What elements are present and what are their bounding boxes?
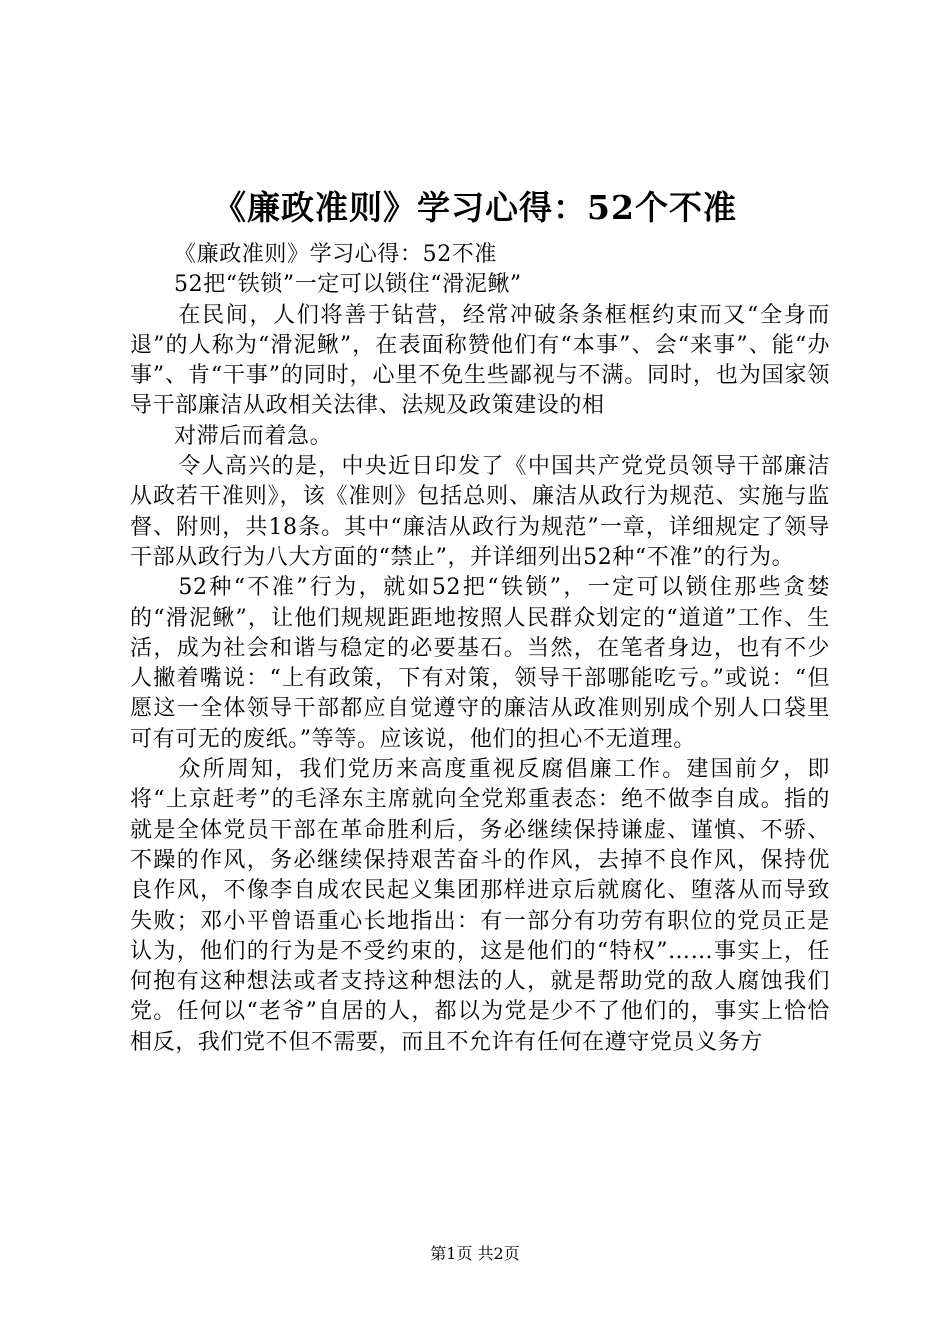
- document-body: [130, 240, 830, 1058]
- paragraph: 52种“不准”行为，就如52把“铁锁”，一定可以锁住那些贪婪的“滑泥鳅”，让他们规规距距地按照人民群众划定的“道道”工作、生活，成为社会和谐与稳定的必要基石。当然，在笔者身边，也有不少人撇着嘴说：“上有政策，下有对策，领导干部哪能吃亏。”或说：“但愿这一全体领导干部都应自觉遵守的廉洁从政准则别成个别人口袋里可有可无的废纸。”等等。应该说，他们的担心不无道理。: [130, 575, 830, 752]
- document-title: 《廉政准则》学习心得：52个不准: [213, 188, 737, 227]
- paragraph: 在民间，人们将善于钻营，经常冲破条条框框约束而又“全身而退”的人称为“滑泥鳅”，在表面称赞他们有“本事”、会“来事”、能“办事”、肯“干事”的同时，心里不免生些鄙视与不满。同时，也为国家领导干部廉洁从政相关法律、法规及政策建设的相: [130, 302, 830, 419]
- heading-line: 52把“铁锁”一定可以锁住“滑泥鳅”: [174, 272, 522, 298]
- paragraph: 令人高兴的是，中央近日印发了《中国共产党党员领导干部廉洁从政若干准则》，该《准则》包括总则、廉洁从政行为规范、实施与监督、附则，共18条。其中“廉洁从政行为规范”一章，详细规定了领导干部从政行为八大方面的“禁止”，并详细列出52种“不准”的行为。: [130, 454, 830, 570]
- paragraph: 对滞后而着急。: [174, 423, 333, 449]
- page-number-footer: 第1页 共2页: [430, 1244, 520, 1263]
- paragraph: 众所周知，我们党历来高度重视反腐倡廉工作。建国前夕，即将“上京赶考”的毛泽东主席就向全党郑重表态：绝不做李自成。指的就是全体党员干部在革命胜利后，务必继续保持谦虚、谨慎、不骄、不躁的作风，务必继续保持艰苦奋斗的作风，去掉不良作风，保持优良作风，不像李自成农民起义集团那样进京后就腐化、堕落从而导致失败；邓小平曾语重心长地指出：有一部分有功劳有职位的党员正是认为，他们的行为是不受约束的，这是他们的“特权”……事实上，任何抱有这种想法或者支持这种想法的人，就是帮助党的敌人腐蚀我们党。任何以“老爷”自居的人，都以为党是少不了他们的，事实上恰恰相反，我们党不但不需要，而且不允许有任何在遵守党员义务方: [130, 757, 830, 1055]
- subtitle-line: 《廉政准则》学习心得：52不准: [174, 242, 497, 267]
